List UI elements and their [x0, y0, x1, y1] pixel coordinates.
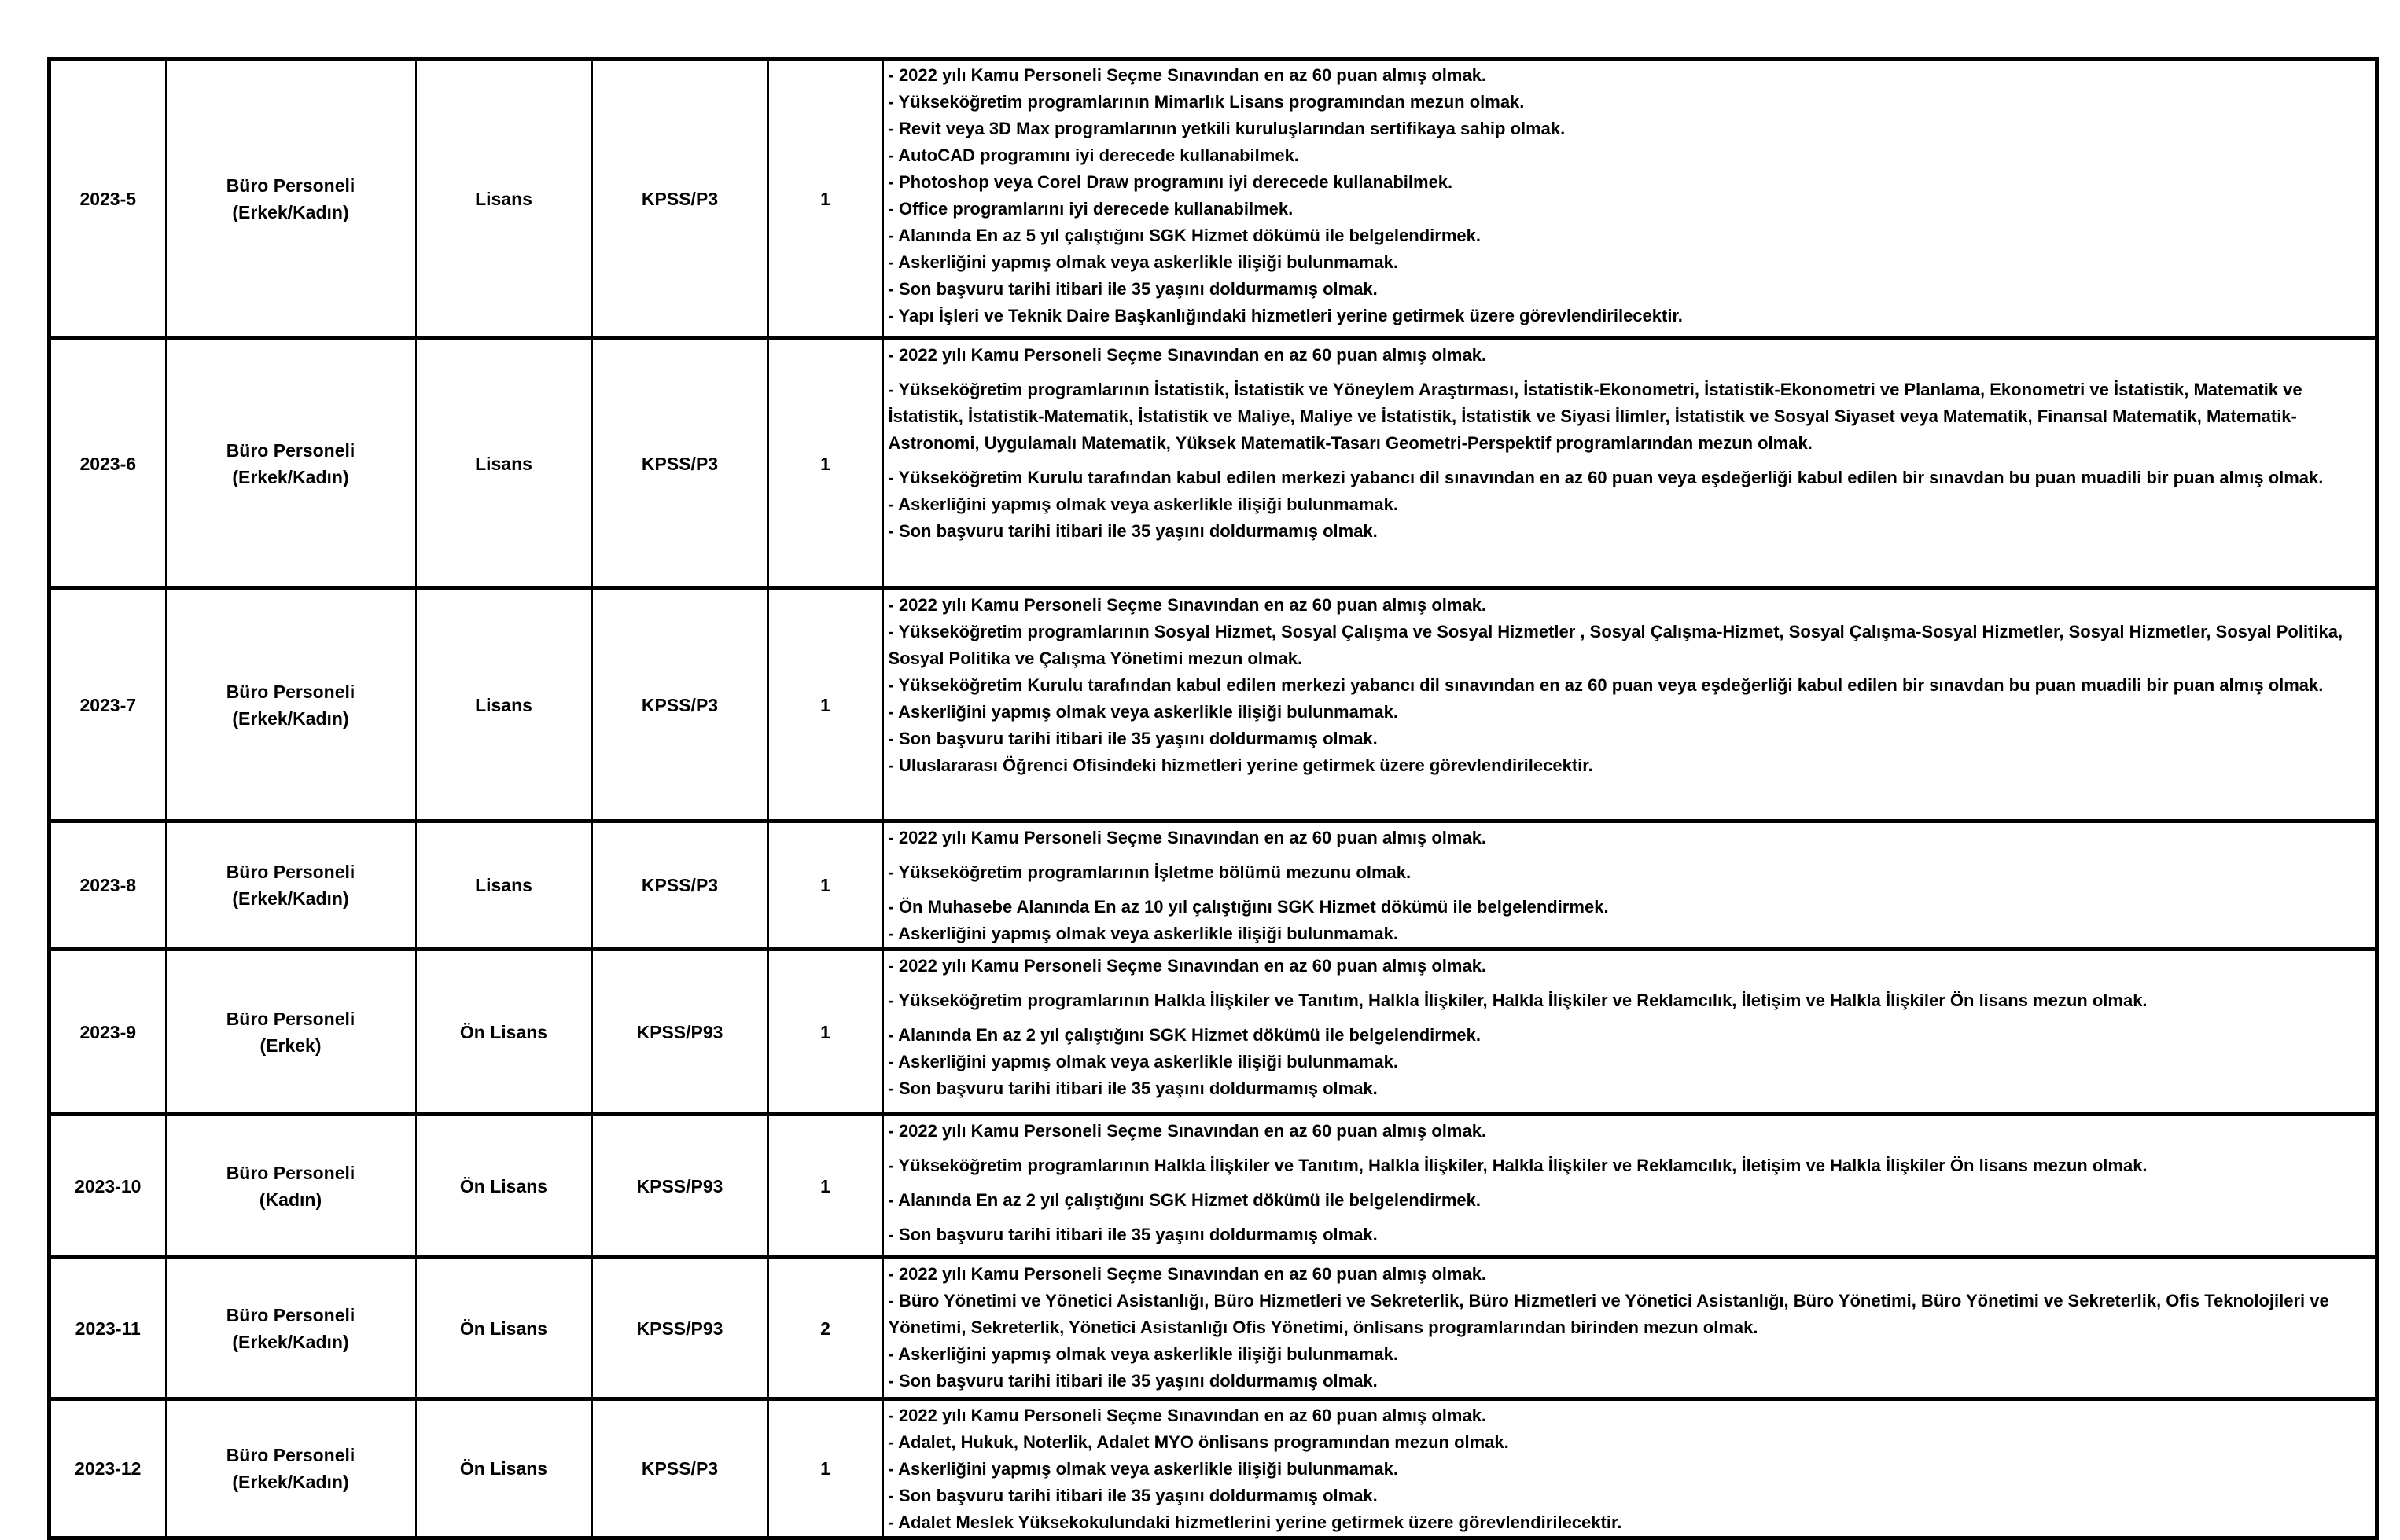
requirements-cell	[883, 339, 2377, 589]
table-row	[50, 1399, 2377, 1538]
requirement-item: - Büro Yönetimi ve Yönetici Asistanlığı, Büro Hizmetleri ve Sekreterlik, Büro Hizmetleri ve Yönetici Asistanlığı, Büro Yönetimi, Büro Yönetimi ve Sekreterlik, Ofis Teknolojileri ve Yönetimi, Sekreterlik, Yönetici Asistanlığı Ofis Yönetimi, önlisans programlarından birinden mezun olmak.	[888, 1291, 2329, 1337]
requirement-item: - Office programlarını iyi derecede kullanabilmek.	[888, 199, 1294, 219]
position-code: 2023-9	[50, 950, 166, 1115]
requirement-item: - Askerliğini yapmış olmak veya askerlikle ilişiği bulunmamak.	[888, 1344, 1398, 1364]
requirement-item: - Askerliğini yapmış olmak veya askerlikle ilişiği bulunmamak.	[888, 494, 1398, 514]
requirement-item: - Son başvuru tarihi itibari ile 35 yaşını doldurmamış olmak.	[888, 729, 1378, 748]
table-row	[50, 1115, 2377, 1258]
score-type: KPSS/P93	[592, 950, 768, 1115]
education-level: Ön Lisans	[416, 1399, 592, 1538]
position-title-line1: Büro Personeli	[226, 439, 355, 461]
requirements-cell	[883, 950, 2377, 1115]
requirement-item: - Yükseköğretim Kurulu tarafından kabul edilen merkezi yabancı dil sınavından en az 60 puan veya eşdeğerliği kabul edilen bir sınavdan bu puan muadili bir puan almış olmak.	[888, 468, 2324, 487]
position-code: 2023-10	[50, 1115, 166, 1258]
requirement-item: - Askerliğini yapmış olmak veya askerlikle ilişiği bulunmamak.	[888, 702, 1398, 722]
position-title-line2: (Erkek/Kadın)	[232, 708, 349, 729]
education-level: Lisans	[416, 59, 592, 339]
position-count: 1	[768, 1399, 883, 1538]
position-title	[166, 589, 416, 821]
position-code: 2023-6	[50, 339, 166, 589]
position-code: 2023-7	[50, 589, 166, 821]
position-title	[166, 1115, 416, 1258]
requirement-item: - AutoCAD programını iyi derecede kullanabilmek.	[888, 145, 1299, 165]
table-row	[50, 589, 2377, 821]
requirement-item: - Photoshop veya Corel Draw programını iyi derecede kullanabilmek.	[888, 172, 1453, 192]
score-type: KPSS/P3	[592, 821, 768, 950]
position-title	[166, 1399, 416, 1538]
requirement-item: - 2022 yılı Kamu Personeli Seçme Sınavından en az 60 puan almış olmak.	[888, 1264, 1487, 1284]
requirement-item: - 2022 yılı Kamu Personeli Seçme Sınavından en az 60 puan almış olmak.	[888, 595, 1487, 615]
requirement-item: - Uluslararası Öğrenci Ofisindeki hizmetleri yerine getirmek üzere görevlendirilecektir.	[888, 755, 1593, 775]
education-level: Lisans	[416, 339, 592, 589]
requirement-item: - 2022 yılı Kamu Personeli Seçme Sınavından en az 60 puan almış olmak.	[888, 828, 1487, 847]
table-body	[50, 59, 2377, 1538]
requirement-item: - 2022 yılı Kamu Personeli Seçme Sınavından en az 60 puan almış olmak.	[888, 65, 1487, 85]
position-count: 2	[768, 1258, 883, 1399]
job-positions-table	[47, 57, 2379, 1540]
position-code: 2023-5	[50, 59, 166, 339]
requirement-item: - Son başvuru tarihi itibari ile 35 yaşını doldurmamış olmak.	[888, 1486, 1378, 1505]
requirement-item: - Son başvuru tarihi itibari ile 35 yaşını doldurmamış olmak.	[888, 279, 1378, 299]
position-count: 1	[768, 950, 883, 1115]
position-title-line2: (Erkek/Kadın)	[232, 1331, 349, 1352]
score-type: KPSS/P3	[592, 59, 768, 339]
education-level: Lisans	[416, 589, 592, 821]
score-type: KPSS/P3	[592, 339, 768, 589]
requirement-item: - 2022 yılı Kamu Personeli Seçme Sınavından en az 60 puan almış olmak.	[888, 1406, 1487, 1425]
requirement-item: - Yükseköğretim programlarının İstatistik, İstatistik ve Yöneylem Araştırması, İstatistik-Ekonometri, İstatistik-Ekonometri ve Planlama, Ekonometri ve İstatistik, Matematik ve İstatistik, İstatistik-Matematik, İstatistik ve Maliye, Maliye ve İstatistik, İstatistik ve Siyasi İlimler, İstatistik ve Sosyal Siyaset veya Matematik, Finansal Matematik, Matematik-Astronomi, Uygulamalı Matematik, Yüksek Matematik-Tasarı Geometri-Perspektif programlarından mezun olmak.	[888, 380, 2302, 453]
table-row	[50, 821, 2377, 950]
position-title-line1: Büro Personeli	[226, 175, 355, 196]
position-title-line2: (Kadın)	[259, 1189, 322, 1210]
position-title	[166, 950, 416, 1115]
requirement-item: - Askerliğini yapmış olmak veya askerlikle ilişiği bulunmamak.	[888, 252, 1398, 272]
position-title-line2: (Erkek/Kadın)	[232, 888, 349, 909]
requirement-item: - 2022 yılı Kamu Personeli Seçme Sınavından en az 60 puan almış olmak.	[888, 345, 1487, 365]
table-row	[50, 59, 2377, 339]
table-row	[50, 1258, 2377, 1399]
position-title	[166, 59, 416, 339]
position-count: 1	[768, 821, 883, 950]
position-count: 1	[768, 339, 883, 589]
requirement-item: - Adalet Meslek Yüksekokulundaki hizmetlerini yerine getirmek üzere görevlendirilecektir.	[888, 1512, 1622, 1532]
score-type: KPSS/P93	[592, 1258, 768, 1399]
requirement-item: - Alanında En az 2 yıl çalıştığını SGK Hizmet dökümü ile belgelendirmek.	[888, 1190, 1481, 1210]
position-title-line1: Büro Personeli	[226, 862, 355, 882]
requirement-item: - Son başvuru tarihi itibari ile 35 yaşını doldurmamış olmak.	[888, 1371, 1378, 1391]
requirement-item: - Son başvuru tarihi itibari ile 35 yaşını doldurmamış olmak.	[888, 1225, 1378, 1244]
education-level: Ön Lisans	[416, 1258, 592, 1399]
requirement-item: - 2022 yılı Kamu Personeli Seçme Sınavından en az 60 puan almış olmak.	[888, 956, 1487, 976]
table-row	[50, 339, 2377, 589]
position-title-line1: Büro Personeli	[226, 1445, 355, 1465]
score-type: KPSS/P3	[592, 1399, 768, 1538]
education-level: Lisans	[416, 821, 592, 950]
position-title-line2: (Erkek)	[260, 1035, 322, 1056]
requirement-item: - Yükseköğretim Kurulu tarafından kabul edilen merkezi yabancı dil sınavından en az 60 puan veya eşdeğerliği kabul edilen bir sınavdan bu puan muadili bir puan almış olmak.	[888, 675, 2324, 695]
position-title-line1: Büro Personeli	[226, 1008, 355, 1029]
requirement-item: - Ön Muhasebe Alanında En az 10 yıl çalıştığını SGK Hizmet dökümü ile belgelendirmek.	[888, 897, 1609, 917]
requirements-cell	[883, 1258, 2377, 1399]
requirement-item: - Yükseköğretim programlarının Mimarlık Lisans programından mezun olmak.	[888, 92, 1525, 112]
position-title-line2: (Erkek/Kadın)	[232, 201, 349, 222]
requirement-item: - Son başvuru tarihi itibari ile 35 yaşını doldurmamış olmak.	[888, 1079, 1378, 1098]
requirements-cell	[883, 59, 2377, 339]
requirement-item: - Revit veya 3D Max programlarının yetkili kuruluşlarından sertifikaya sahip olmak.	[888, 119, 1566, 138]
requirement-item: - Yükseköğretim programlarının İşletme bölümü mezunu olmak.	[888, 862, 1412, 882]
score-type: KPSS/P3	[592, 589, 768, 821]
requirements-cell	[883, 1115, 2377, 1258]
requirement-item: - Adalet, Hukuk, Noterlik, Adalet MYO önlisans programından mezun olmak.	[888, 1432, 1509, 1452]
requirement-item: - Askerliğini yapmış olmak veya askerlikle ilişiği bulunmamak.	[888, 924, 1398, 943]
education-level: Ön Lisans	[416, 1115, 592, 1258]
requirement-item: - Yükseköğretim programlarının Halkla İlişkiler ve Tanıtım, Halkla İlişkiler, Halkla İlişkiler ve Reklamcılık, İletişim ve Halkla İlişkiler Ön lisans mezun olmak.	[888, 991, 2148, 1010]
position-title	[166, 1258, 416, 1399]
requirements-cell	[883, 589, 2377, 821]
position-count: 1	[768, 589, 883, 821]
requirement-item: - Askerliğini yapmış olmak veya askerlikle ilişiği bulunmamak.	[888, 1052, 1398, 1071]
requirement-item: - 2022 yılı Kamu Personeli Seçme Sınavından en az 60 puan almış olmak.	[888, 1121, 1487, 1141]
education-level: Ön Lisans	[416, 950, 592, 1115]
position-title-line1: Büro Personeli	[226, 1162, 355, 1183]
position-title-line2: (Erkek/Kadın)	[232, 1472, 349, 1492]
requirements-cell	[883, 1399, 2377, 1538]
requirements-cell	[883, 821, 2377, 950]
score-type: KPSS/P93	[592, 1115, 768, 1258]
position-title-line2: (Erkek/Kadın)	[232, 466, 349, 487]
position-count: 1	[768, 59, 883, 339]
position-code: 2023-12	[50, 1399, 166, 1538]
position-code: 2023-8	[50, 821, 166, 950]
requirement-item: - Alanında En az 2 yıl çalıştığını SGK Hizmet dökümü ile belgelendirmek.	[888, 1025, 1481, 1045]
position-title-line1: Büro Personeli	[226, 681, 355, 702]
requirement-item: - Yükseköğretim programlarının Halkla İlişkiler ve Tanıtım, Halkla İlişkiler, Halkla İlişkiler ve Reklamcılık, İletişim ve Halkla İlişkiler Ön lisans mezun olmak.	[888, 1156, 2148, 1175]
requirement-item: - Yapı İşleri ve Teknik Daire Başkanlığındaki hizmetleri yerine getirmek üzere görevlendirilecektir.	[888, 306, 1683, 325]
position-title	[166, 339, 416, 589]
position-title	[166, 821, 416, 950]
requirement-item: - Alanında En az 5 yıl çalıştığını SGK Hizmet dökümü ile belgelendirmek.	[888, 226, 1481, 245]
table-row	[50, 950, 2377, 1115]
position-count: 1	[768, 1115, 883, 1258]
position-title-line1: Büro Personeli	[226, 1304, 355, 1325]
requirement-item: - Askerliğini yapmış olmak veya askerlikle ilişiği bulunmamak.	[888, 1459, 1398, 1479]
requirement-item: - Son başvuru tarihi itibari ile 35 yaşını doldurmamış olmak.	[888, 521, 1378, 541]
requirement-item: - Yükseköğretim programlarının Sosyal Hizmet, Sosyal Çalışma ve Sosyal Hizmetler , Sosyal Çalışma-Hizmet, Sosyal Çalışma-Sosyal Hizmetler, Sosyal Hizmetler, Sosyal Politika, Sosyal Politika ve Çalışma Yönetimi mezun olmak.	[888, 622, 2343, 668]
position-code: 2023-11	[50, 1258, 166, 1399]
